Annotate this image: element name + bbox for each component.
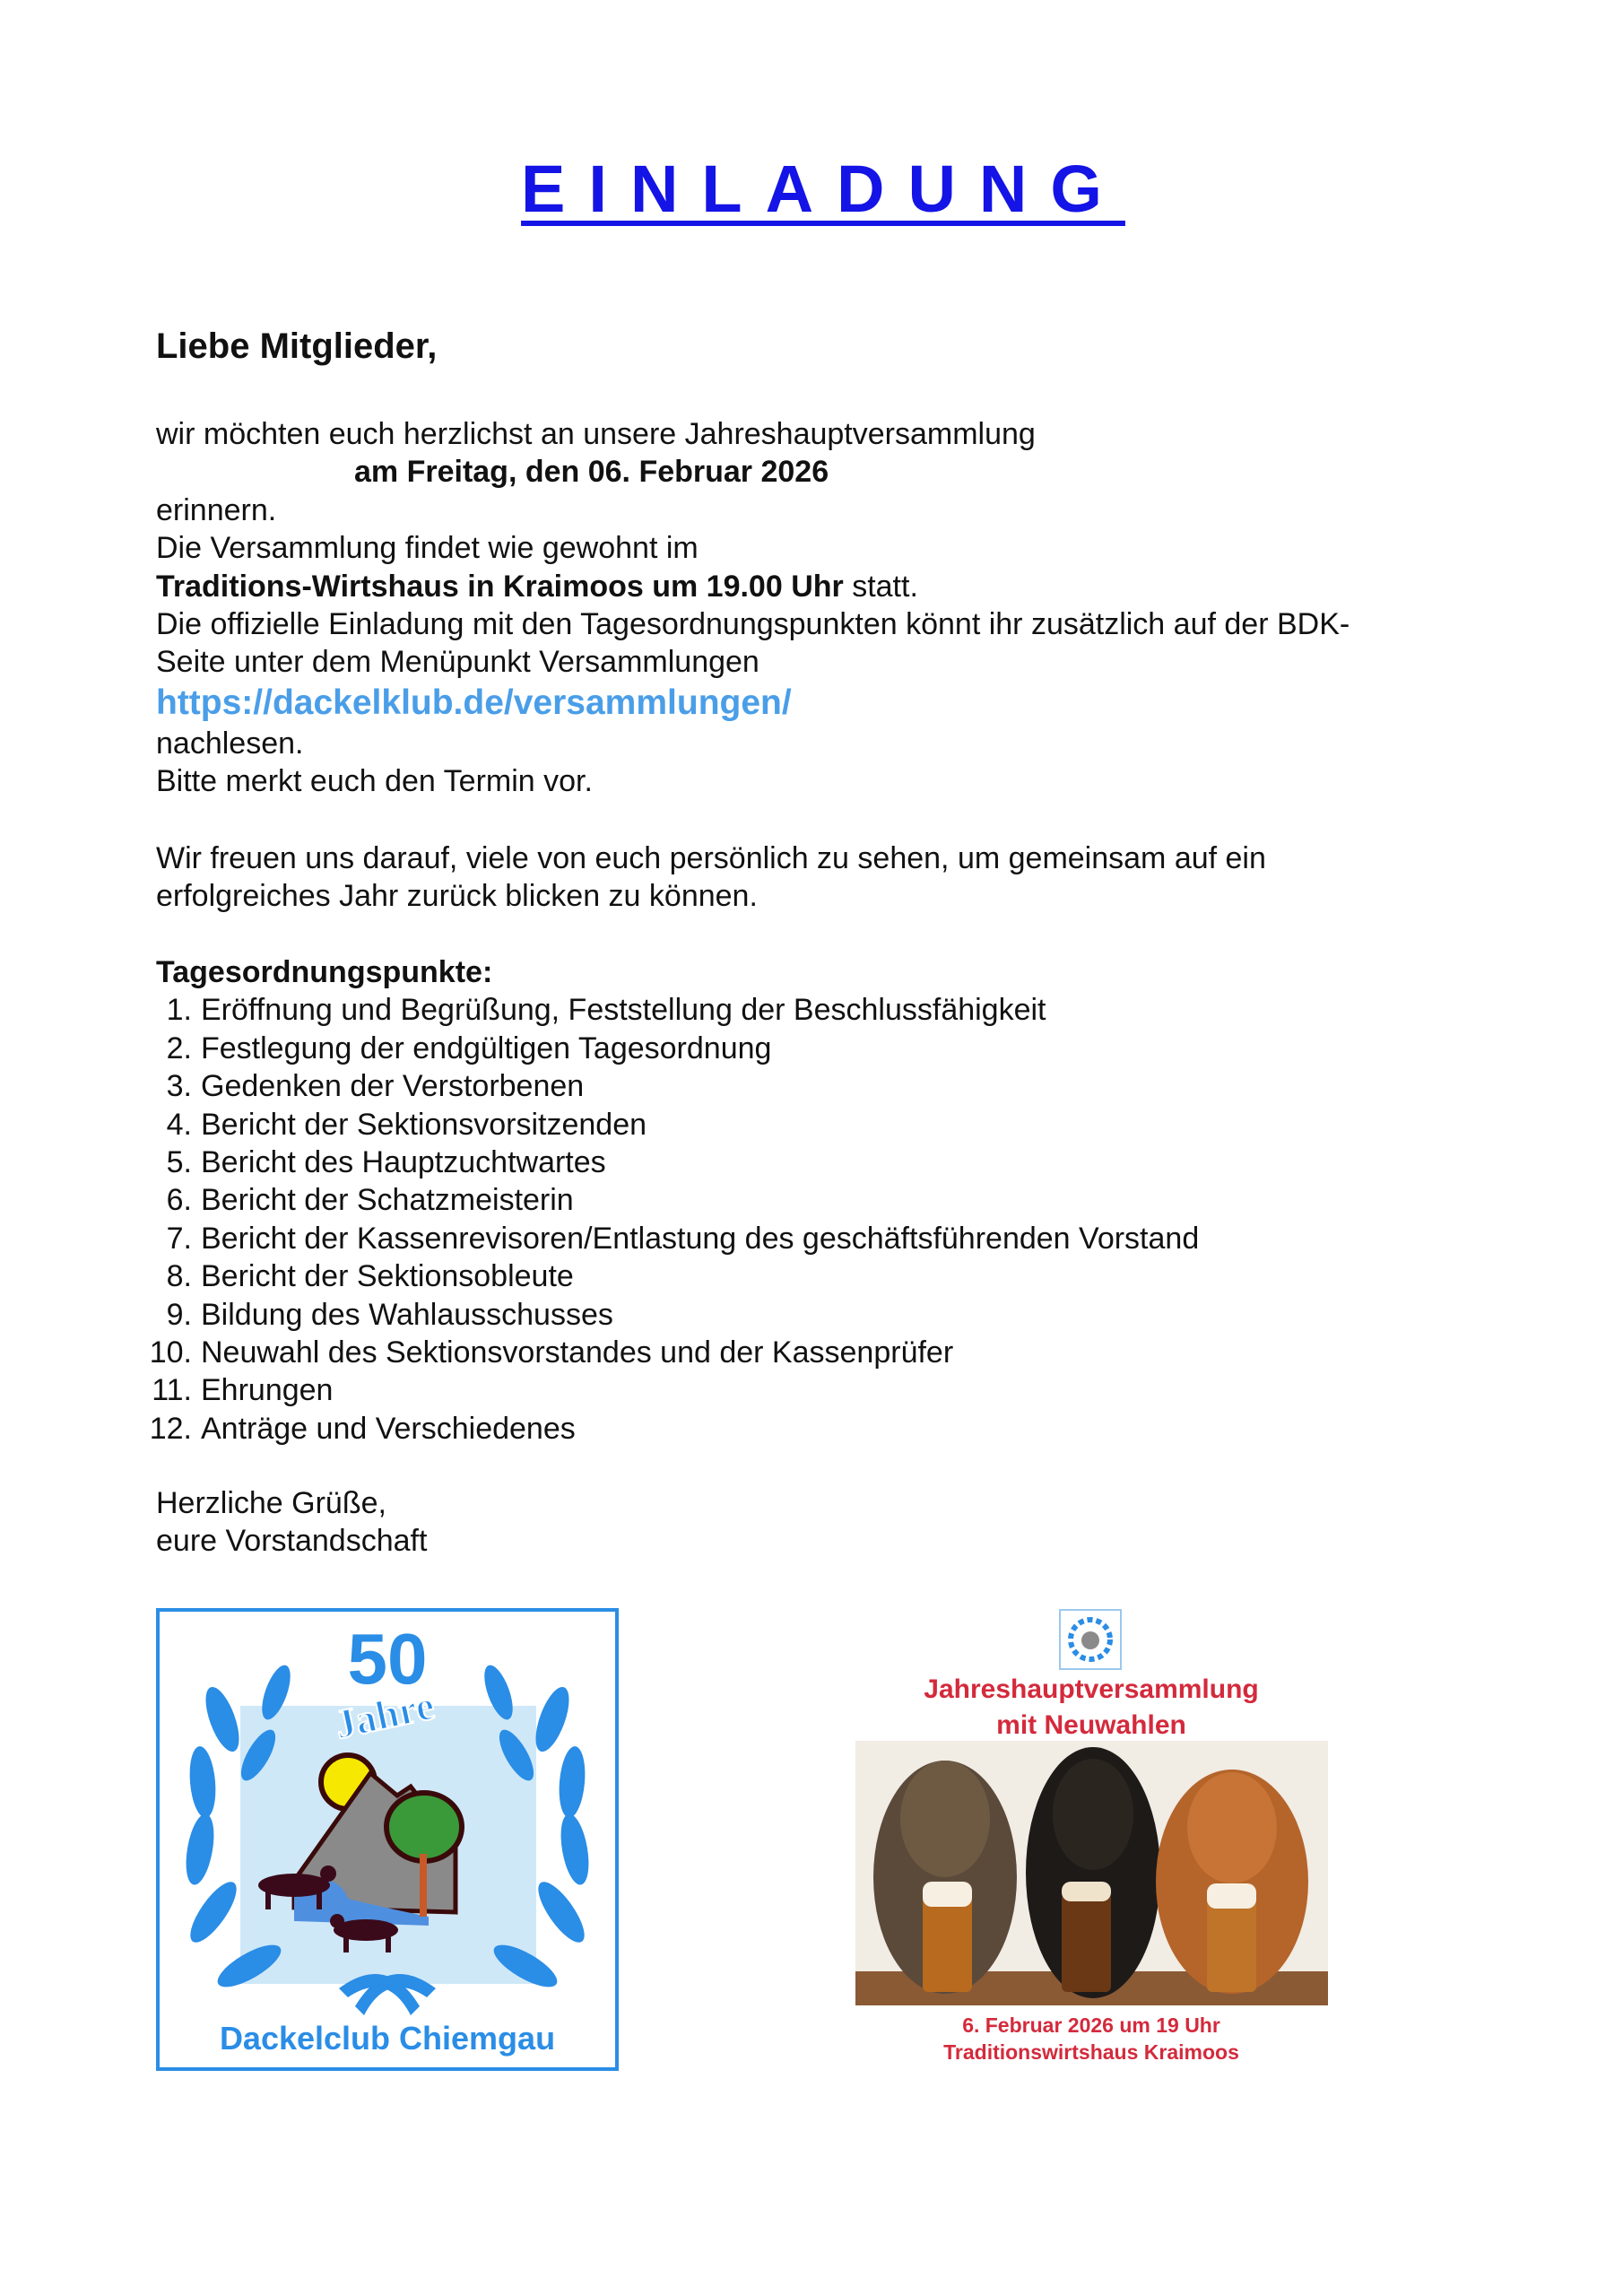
intro-paragraph bbox=[156, 415, 1350, 801]
agenda-item-number: 4. bbox=[166, 1107, 192, 1142]
agenda-item-number: 7. bbox=[166, 1221, 192, 1256]
intro-line: Seite unter dem Menüpunkt Versammlungen bbox=[156, 645, 759, 680]
agenda-item-text: Bildung des Wahlausschusses bbox=[201, 1297, 613, 1332]
meeting-location: Traditions-Wirtshaus in Kraimoos um 19.00 Uhr bbox=[156, 569, 844, 604]
closing-paragraph bbox=[156, 839, 1266, 916]
poster-venue: Traditionswirtshaus Kraimoos bbox=[943, 2040, 1239, 2064]
agenda-item bbox=[147, 1257, 1199, 1295]
agenda-item-number: 2. bbox=[166, 1031, 192, 1065]
agenda-item bbox=[147, 1106, 1199, 1144]
agenda-item bbox=[147, 1371, 1199, 1409]
agenda-item-number: 5. bbox=[166, 1144, 192, 1179]
agenda-item-text: Bericht des Hauptzuchtwartes bbox=[201, 1144, 606, 1179]
agenda-item-number: 9. bbox=[166, 1297, 192, 1332]
club-logo-graphic bbox=[160, 1612, 615, 2067]
signoff-line: eure Vorstandschaft bbox=[156, 1524, 428, 1559]
agenda bbox=[149, 953, 1200, 1448]
intro-line: Die Versammlung findet wie gewohnt im bbox=[156, 531, 699, 566]
agenda-heading: Tagesordnungspunkte: bbox=[156, 955, 493, 989]
closing-line: erfolgreiches Jahr zurück blicken zu können. bbox=[156, 879, 758, 914]
agenda-item-text: Eröffnung und Begrüßung, Feststellung der Beschlussfähigkeit bbox=[201, 993, 1046, 1028]
versammlungen-link[interactable]: https://dackelklub.de/versammlungen/ bbox=[156, 683, 792, 722]
agenda-item bbox=[147, 1144, 1199, 1181]
agenda-item-text: Gedenken der Verstorbenen bbox=[201, 1069, 585, 1104]
signoff-line: Herzliche Grüße, bbox=[156, 1486, 386, 1520]
tree-icon bbox=[386, 1793, 462, 1861]
agenda-item bbox=[147, 1334, 1199, 1371]
agenda-item-text: Ehrungen bbox=[201, 1373, 334, 1408]
meeting-date: am Freitag, den 06. Februar 2026 bbox=[354, 455, 829, 490]
intro-line: wir möchten euch herzlichst an unsere Jahreshauptversammlung bbox=[156, 417, 1036, 451]
poster-subtitle: mit Neuwahlen bbox=[996, 1710, 1186, 1740]
agenda-item-number: 3. bbox=[166, 1069, 192, 1104]
page-title: EINLADUNG bbox=[521, 152, 1125, 226]
agenda-item bbox=[147, 1296, 1199, 1334]
agenda-item-text: Bericht der Sektionsvorsitzenden bbox=[201, 1107, 647, 1142]
poster-graphic bbox=[855, 1608, 1328, 2067]
agenda-list bbox=[147, 991, 1199, 1448]
poster-title: Jahreshauptversammlung bbox=[924, 1674, 1259, 1704]
intro-line: nachlesen. bbox=[156, 726, 304, 761]
intro-text: statt. bbox=[843, 569, 918, 604]
agenda-item-number: 1. bbox=[166, 993, 192, 1028]
agenda-item-number: 12. bbox=[149, 1411, 192, 1446]
agenda-item-number: 10. bbox=[149, 1335, 192, 1370]
agenda-item-text: Festlegung der endgültigen Tagesordnung bbox=[201, 1031, 772, 1065]
agenda-item-text: Bericht der Sektionsobleute bbox=[201, 1259, 574, 1294]
agenda-item-text: Bericht der Kassenrevisoren/Entlastung des geschäftsführenden Vorstand bbox=[201, 1221, 1200, 1256]
agenda-item-number: 11. bbox=[152, 1373, 192, 1408]
poster-date: 6. Februar 2026 um 19 Uhr bbox=[962, 2013, 1220, 2037]
agenda-item-number: 8. bbox=[166, 1259, 192, 1294]
logo-anniversary-number: 50 bbox=[347, 1619, 428, 1699]
agenda-item bbox=[147, 991, 1199, 1029]
intro-line: erinnern. bbox=[156, 492, 277, 527]
closing-line: Wir freuen uns darauf, viele von euch persönlich zu sehen, um gemeinsam auf ein bbox=[156, 841, 1266, 875]
intro-line: Bitte merkt euch den Termin vor. bbox=[156, 764, 593, 799]
agenda-item bbox=[147, 1410, 1199, 1448]
agenda-item bbox=[147, 1030, 1199, 1067]
agenda-item-number: 6. bbox=[166, 1183, 192, 1218]
agenda-item bbox=[147, 1220, 1199, 1257]
agenda-item-text: Anträge und Verschiedenes bbox=[201, 1411, 576, 1446]
club-logo bbox=[156, 1608, 619, 2071]
meeting-poster bbox=[855, 1608, 1328, 2067]
agenda-item-text: Bericht der Schatzmeisterin bbox=[201, 1183, 574, 1218]
intro-line: Die offizielle Einladung mit den Tagesordnungspunkten könnt ihr zusätzlich auf der BDK- bbox=[156, 606, 1350, 641]
greeting: Liebe Mitglieder, bbox=[156, 326, 438, 366]
agenda-item bbox=[147, 1067, 1199, 1105]
signoff bbox=[156, 1484, 427, 1561]
logo-club-name: Dackelclub Chiemgau bbox=[219, 2020, 556, 2057]
logo-anniversary-word: Jahre bbox=[330, 1682, 438, 1748]
agenda-item-text: Neuwahl des Sektionsvorstandes und der Kassenprüfer bbox=[201, 1335, 954, 1370]
agenda-item bbox=[147, 1181, 1199, 1219]
